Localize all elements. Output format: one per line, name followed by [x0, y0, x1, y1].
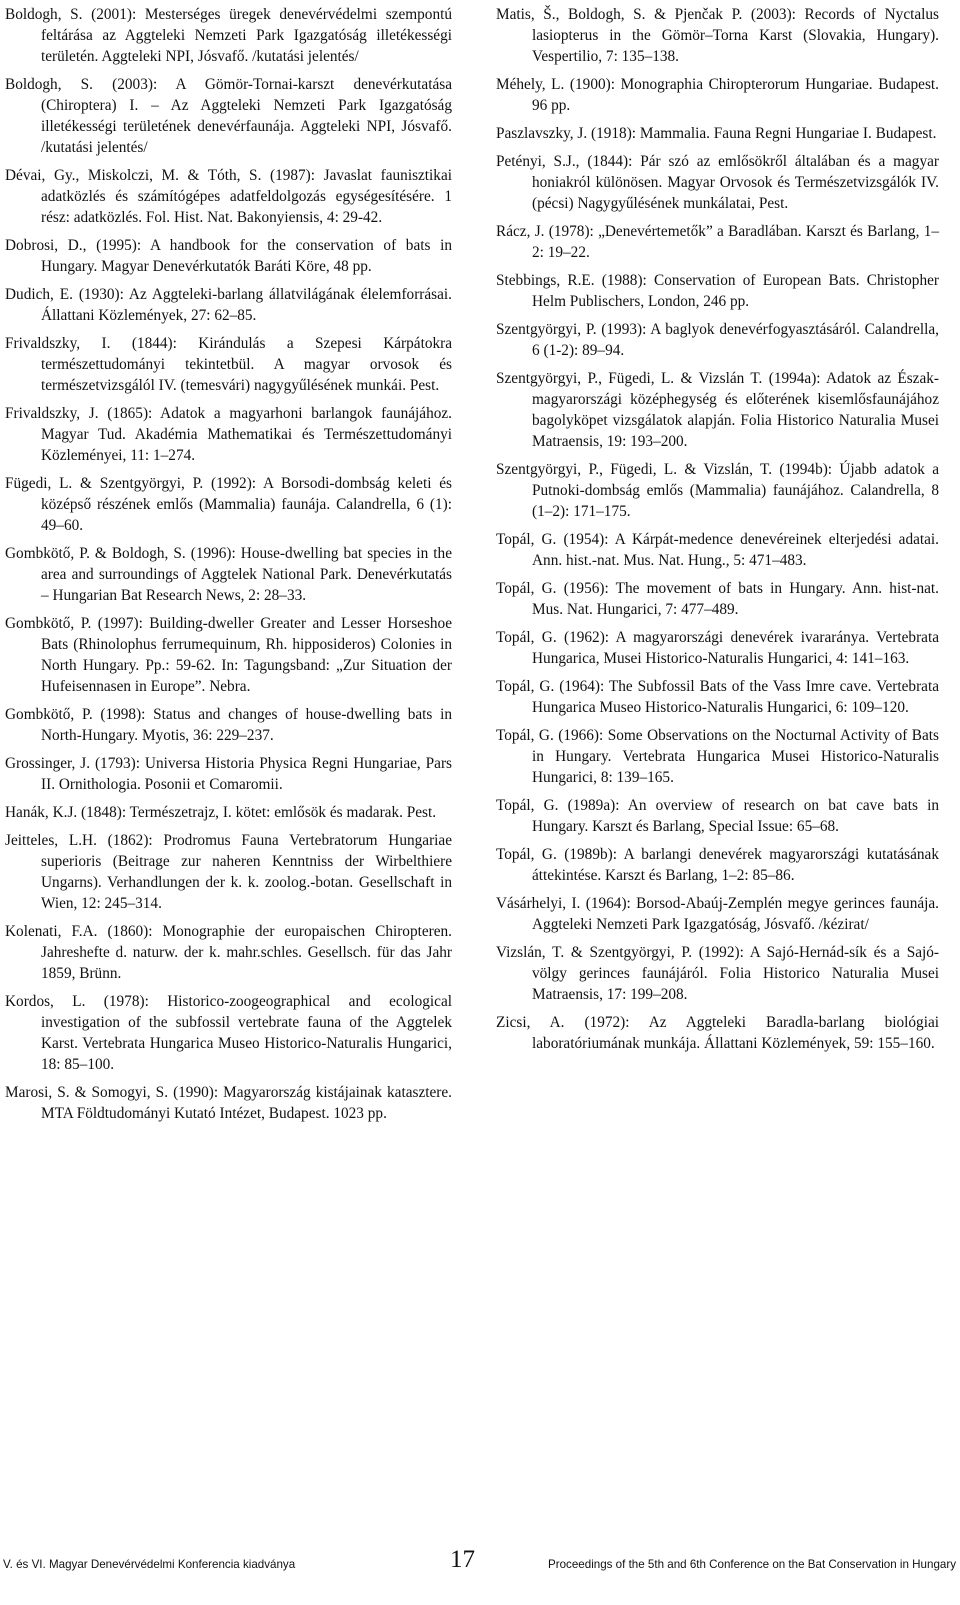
- reference-item: Frivaldszky, I. (1844): Kirándulás a Szepesi Kárpátokra természettudományi tekintetbül. A magyar orvosok és természetvizsgálól IV. (temesvári) nagygyűlésének munkái. Pest.: [5, 335, 452, 394]
- reference-item: Topál, G. (1989a): An overview of research on bat cave bats in Hungary. Karszt és Barlang, Special Issue: 65–68.: [496, 797, 939, 835]
- page-number: 17: [450, 1546, 475, 1573]
- reference-item: Dobrosi, D., (1995): A handbook for the conservation of bats in Hungary. Magyar Denevérkutatók Baráti Köre, 48 pp.: [5, 237, 452, 275]
- reference-item: Hanák, K.J. (1848): Természetrajz, I. kötet: emlősök és madarak. Pest.: [5, 804, 437, 821]
- reference-item: Szentgyörgyi, P. (1993): A baglyok denevérfogyasztásáról. Calandrella, 6 (1-2): 89–94.: [496, 321, 939, 359]
- reference-item: Stebbings, R.E. (1988): Conservation of European Bats. Christopher Helm Publischers, London, 246 pp.: [496, 272, 939, 310]
- reference-item: Fügedi, L. & Szentgyörgyi, P. (1992): A Borsodi-dombság keleti és középső részének emlős (Mammalia) faunája. Calandrella, 6 (1): 49–60.: [5, 475, 452, 534]
- reference-item: Dévai, Gy., Miskolczi, M. & Tóth, S. (1987): Javaslat faunisztikai adatközlés és számítógépes adatfeldolgozás egységesítésére. 1 rész: adatközlés. Fol. Hist. Nat. Bakonyiensis, 4: 29-42.: [5, 167, 452, 226]
- reference-item: Marosi, S. & Somogyi, S. (1990): Magyarország kistájainak katasztere. MTA Földtudományi Kutató Intézet, Budapest. 1023 pp.: [5, 1084, 452, 1122]
- reference-item: Vásárhelyi, I. (1964): Borsod-Abaúj-Zemplén megye gerinces faunája. Aggteleki Nemzeti Park Igazgatóság, Jósvafő. /kézirat/: [496, 895, 939, 933]
- reference-item: Szentgyörgyi, P., Fügedi, L. & Vizslán T. (1994a): Adatok az Észak-magyarországi középhegység és előterének kisemlősfaunájához bagolyköpet vizsgálatok alapján. Folia Historico Naturalia Musei Matraensis, 19: 193–200.: [496, 370, 939, 450]
- reference-item: Vizslán, T. & Szentgyörgyi, P. (1992): A Sajó-Hernád-sík és a Sajó-völgy gerinces faunájáról. Folia Historico Naturalia Musei Matraensis, 17: 199–208.: [496, 944, 939, 1003]
- reference-item: Boldogh, S. (2003): A Gömör-Tornai-karszt denevérkutatása (Chiroptera) I. – Az Aggteleki Nemzeti Park Igazgatóság illetékességi területének denevérfaunája. Aggteleki NPI, Jósvafő. /kutatási jelentés/: [5, 76, 452, 156]
- reference-item: Gombkötő, P. (1997): Building-dweller Greater and Lesser Horseshoe Bats (Rhinolophus ferrumequinum, Rh. hipposideros) Colonies in North Hungary. Pp.: 59-62. In: Tagungsband: „Zur Situation der Hufeisennasen in Europe”. Nebra.: [5, 615, 452, 695]
- reference-item: Boldogh, S. (2001): Mesterséges üregek denevérvédelmi szempontú feltárása az Aggteleki Nemzeti Park Igazgatóság illetékességi területén. Aggteleki NPI, Jósvafő. /kutatási jelentés/: [5, 6, 452, 65]
- reference-item: Rácz, J. (1978): „Denevértemetők” a Baradlában. Karszt és Barlang, 1–2: 19–22.: [496, 223, 939, 261]
- reference-item: Topál, G. (1966): Some Observations on the Nocturnal Activity of Bats in Hungary. Vertebrata Hungarica Musei Historico-Naturalis Hungarici, 8: 139–165.: [496, 727, 939, 786]
- footer-left-title: V. és VI. Magyar Denevérvédelmi Konferencia kiadványa: [3, 1558, 296, 1571]
- reference-item: Méhely, L. (1900): Monographia Chiropterorum Hungariae. Budapest. 96 pp.: [496, 76, 939, 114]
- references-left-column: [5, 4, 452, 1124]
- reference-item: Grossinger, J. (1793): Universa Historia Physica Regni Hungariae, Pars II. Ornithologia. Posonii et Comaromii.: [5, 755, 452, 793]
- references-right-column: [496, 4, 939, 1054]
- reference-item: Matis, Š., Boldogh, S. & Pjenčak P. (2003): Records of Nyctalus lasiopterus in the Gömör–Torna Karst (Slovakia, Hungary). Vespertilio, 7: 135–138.: [496, 6, 939, 65]
- reference-item: Paszlavszky, J. (1918): Mammalia. Fauna Regni Hungariae I. Budapest.: [496, 125, 937, 142]
- reference-item: Gombkötő, P. (1998): Status and changes of house-dwelling bats in North-Hungary. Myotis, 36: 229–237.: [5, 706, 452, 744]
- reference-item: Topál, G. (1956): The movement of bats in Hungary. Ann. hist-nat. Mus. Nat. Hungarici, 7: 477–489.: [496, 580, 939, 618]
- reference-item: Topál, G. (1962): A magyarországi denevérek ivararánya. Vertebrata Hungarica, Musei Historico-Naturalis Hungarici, 4: 141–163.: [496, 629, 939, 667]
- reference-item: Topál, G. (1964): The Subfossil Bats of the Vass Imre cave. Vertebrata Hungarica Museo Historico-Naturalis Hungarici, 6: 109–120.: [496, 678, 939, 716]
- reference-item: Dudich, E. (1930): Az Aggteleki-barlang állatvilágának élelemforrásai. Állattani Közlemények, 27: 62–85.: [5, 286, 452, 324]
- reference-item: Gombkötő, P. & Boldogh, S. (1996): House-dwelling bat species in the area and surroundings of Aggtelek National Park. Denevérkutatás – Hungarian Bat Research News, 2: 28–33.: [5, 545, 452, 604]
- reference-item: Zicsi, A. (1972): Az Aggteleki Baradla-barlang biológiai laboratóriumának munkája. Állattani Közlemények, 59: 155–160.: [496, 1014, 939, 1052]
- reference-item: Petényi, S.J., (1844): Pár szó az emlősökről általában és a magyar honiakról különösen. Magyar Orvosok és Természetvizsgálók IV. (pécsi) Nagygyűlésének munkálatai, Pest.: [496, 153, 939, 212]
- reference-item: Szentgyörgyi, P., Fügedi, L. & Vizslán, T. (1994b): Újabb adatok a Putnoki-dombság emlős (Mammalia) faunájához. Calandrella, 8 (1–2): 171–175.: [496, 461, 939, 520]
- reference-item: Frivaldszky, J. (1865): Adatok a magyarhoni barlangok faunájához. Magyar Tud. Akadémia Mathematikai és Természettudományi Közleményei, 11: 1–274.: [5, 405, 452, 464]
- footer-right-title: Proceedings of the 5th and 6th Conference on the Bat Conservation in Hungary: [548, 1558, 956, 1571]
- reference-item: Kordos, L. (1978): Historico-zoogeographical and ecological investigation of the subfossil vertebrate fauna of the Aggtelek Karst. Vertebrata Hungarica Museo Historico-Naturalis Hungarici, 18: 85–100.: [5, 993, 452, 1073]
- page-footer: [0, 1546, 960, 1586]
- reference-item: Topál, G. (1954): A Kárpát-medence denevéreinek elterjedési adatai. Ann. hist.-nat. Mus. Nat. Hung., 5: 471–483.: [496, 531, 939, 569]
- reference-item: Kolenati, F.A. (1860): Monographie der europaischen Chiropteren. Jahreshefte d. naturw. der k. mahr.schles. Gesellsch. für das Jahr 1859, Brünn.: [5, 923, 452, 982]
- reference-item: Jeitteles, L.H. (1862): Prodromus Fauna Vertebratorum Hungariae superioris (Beitrage zur naheren Kenntniss der Wirbelthiere Ungarns). Verhandlungen der k. k. zoolog.-botan. Gesellschaft in Wien, 12: 245–314.: [5, 832, 452, 912]
- reference-item: Topál, G. (1989b): A barlangi denevérek magyarországi kutatásának áttekintése. Karszt és Barlang, 1–2: 85–86.: [496, 846, 939, 884]
